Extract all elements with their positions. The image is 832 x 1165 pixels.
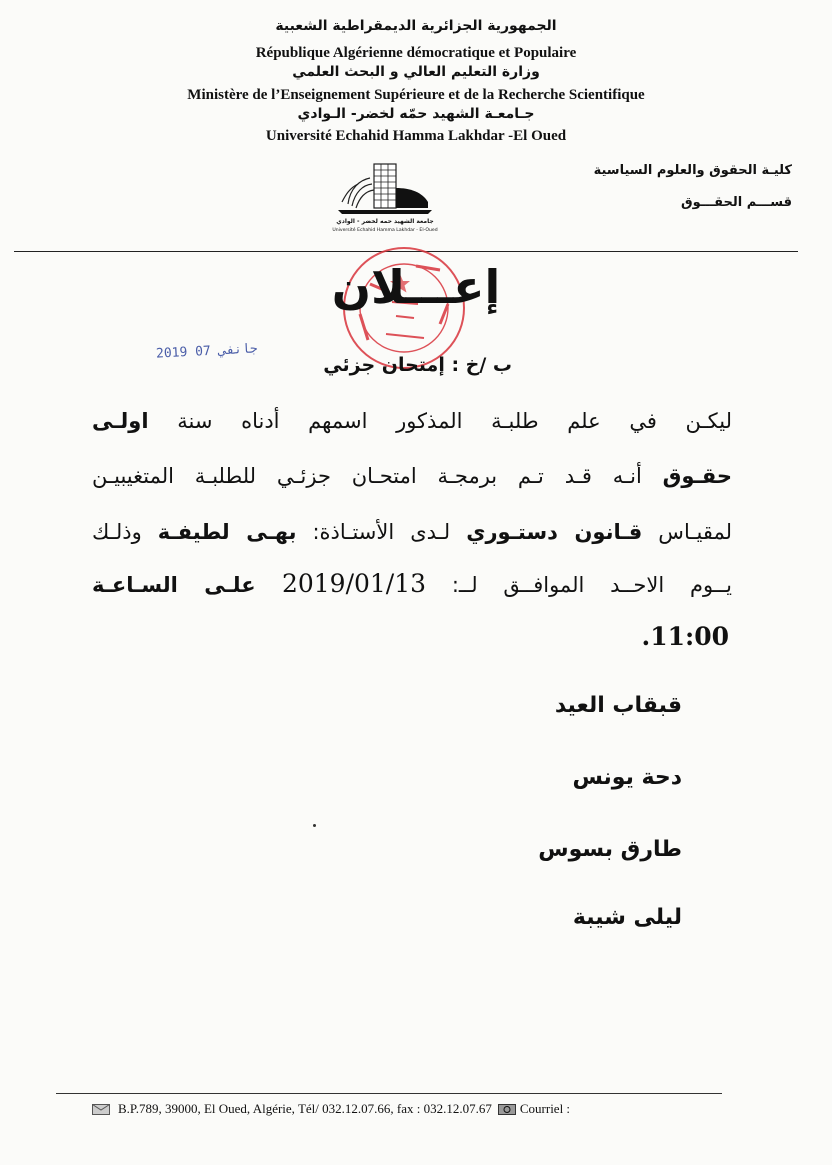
received-date-stamp: 2019 جانفي 07 [155, 341, 259, 362]
email-icon [498, 1104, 516, 1115]
footer-address: B.P.789, 39000, El Oued, Algérie, Tél/ 032.12.07.66, fax : 032.12.07.67 [118, 1101, 492, 1116]
university-ar: جـامعـة الشهيد حمّه لخضر- الـوادي [297, 106, 535, 122]
body-line-2-text: أنـه قـد تـم برمجـة امتحـان جزئـي للطلبـة المتغيبيـن [92, 464, 663, 488]
footer [92, 1101, 570, 1117]
exam-time: .11:00 [641, 622, 729, 651]
body-line-4 [92, 566, 732, 603]
body-line-3-mid: لـدى الأستـاذة: [296, 520, 467, 544]
university-logo [330, 158, 440, 236]
ink-dot [313, 824, 316, 827]
logo-caption-fr: Université Echahid Hamma Lakhdar - El-Oued [332, 228, 438, 233]
student-name: دحة يونس [572, 765, 682, 790]
student-name: طارق بسوس [538, 837, 682, 862]
body-line-3-suffix: وذلـك [92, 520, 158, 544]
body-line-1-text: ليكـن في علم طلبـة المذكور اسمهم أدناه سنة [148, 409, 732, 433]
footer-divider [56, 1093, 722, 1094]
republic-ar: الجمهورية الجزائرية الديمقراطية الشعبية [275, 18, 557, 34]
republic-fr: République Algérienne démocratique et Populaire [255, 45, 577, 61]
body-line-4-suffix: علـى السـاعـة [92, 573, 282, 597]
department-name: قســـم الحقـــوق [681, 195, 792, 210]
body-line-3 [92, 514, 732, 550]
body-line-3-prefix: لمقيـاس [642, 520, 732, 544]
exam-date: 2019/01/13 [281, 569, 427, 598]
body-line-1 [92, 403, 732, 439]
announcement-subject: ب /خ : إمتحان جزئي [323, 354, 512, 376]
announcement-title: إعـــلان [331, 260, 501, 314]
footer-courriel: Courriel : [519, 1101, 571, 1116]
university-fr: Université Echahid Hamma Lakhdar -El Oued [265, 128, 567, 144]
logo-caption-ar: جامعة الشهيد حمه لخضر - الوادي [336, 218, 434, 225]
academic-year: اولـى [92, 409, 149, 433]
mail-icon [92, 1104, 110, 1115]
professor-name: بهـى لطيفـة [157, 520, 297, 544]
field-of-study: حقـوق [662, 464, 732, 488]
ministry-ar: وزارة التعليم العالي و البحث العلمي [292, 64, 540, 80]
student-name: قبقاب العيد [554, 693, 682, 718]
faculty-name: كليـة الحقوق والعلوم السياسية [593, 163, 792, 178]
student-name: ليلى شيبة [572, 905, 682, 930]
body-line-4-prefix: يــوم الاحــد الموافــق لــ: [426, 573, 732, 597]
course-name: قـانون دستـوري [466, 520, 643, 544]
body-line-2 [92, 458, 732, 494]
ministry-fr: Ministère de l’Enseignement Supérieure et de la Recherche Scientifique [187, 87, 645, 103]
